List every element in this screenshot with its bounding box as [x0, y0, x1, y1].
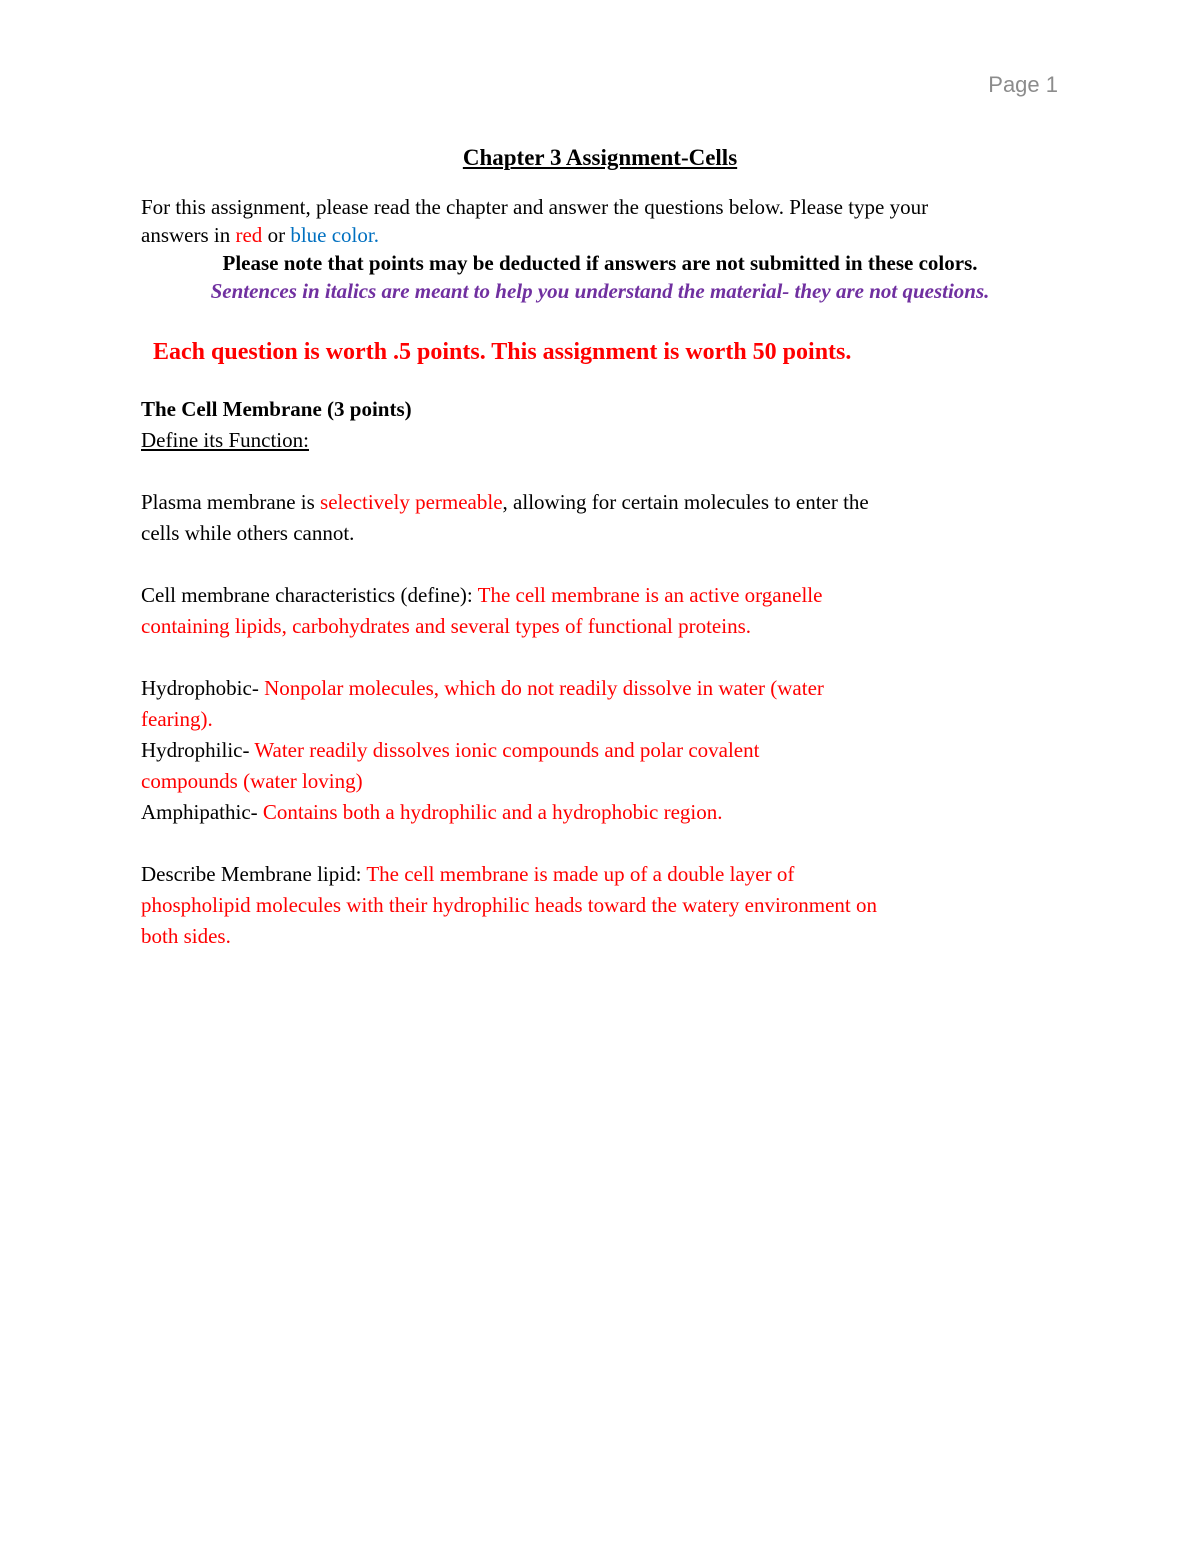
- points-statement: Each question is worth .5 points. This assignment is worth 50 points.: [153, 339, 852, 365]
- characteristics-answer: The cell membrane is an active organelle: [477, 583, 823, 607]
- spacer: [141, 456, 1059, 487]
- or-word: or: [262, 223, 291, 247]
- characteristics-line-2: containing lipids, carbohydrates and several types of functional proteins.: [141, 614, 751, 638]
- hydrophilic-line-1: [141, 735, 1059, 766]
- hydrophobic-label: Hydrophobic-: [141, 676, 265, 700]
- amphipathic-line: [141, 797, 1059, 828]
- plasma-membrane-line-1: [141, 487, 1059, 518]
- amphipathic-answer: Contains both a hydrophilic and a hydrophobic region.: [262, 800, 723, 824]
- page-number: Page 1: [988, 72, 1058, 97]
- plasma-suffix: , allowing for certain molecules to enter the: [502, 490, 869, 514]
- characteristics-line-1: [141, 580, 1059, 611]
- hydrophilic-line-2: compounds (water loving): [141, 769, 363, 793]
- lipid-answer: The cell membrane is made up of a double layer of: [366, 862, 795, 886]
- plasma-prefix: Plasma membrane is: [141, 490, 321, 514]
- hydrophobic-line-1: [141, 673, 1059, 704]
- hydrophilic-label: Hydrophilic-: [141, 738, 255, 762]
- italics-note: Sentences in italics are meant to help you understand the material- they are not questions.: [210, 279, 990, 303]
- lipid-label: Describe Membrane lipid:: [141, 862, 367, 886]
- hydrophilic-answer: Water readily dissolves ionic compounds and polar covalent: [254, 738, 760, 762]
- document-title: Chapter 3 Assignment-Cells: [462, 145, 738, 170]
- intro-line-2: [141, 221, 1059, 249]
- intro-line-1: For this assignment, please read the chapter and answer the questions below. Please type your: [141, 195, 929, 219]
- spacer: [141, 642, 1059, 673]
- spacer: [141, 549, 1059, 580]
- blue-word: blue color.: [290, 223, 379, 247]
- section-heading: The Cell Membrane (3 points): [141, 397, 412, 421]
- hydrophobic-answer: Nonpolar molecules, which do not readily dissolve in water (water: [264, 676, 824, 700]
- deduction-note: Please note that points may be deducted if answers are not submitted in these colors.: [222, 251, 978, 275]
- document-body: [141, 142, 1059, 952]
- plasma-membrane-line-2: cells while others cannot.: [141, 521, 355, 545]
- intro-prefix: answers in: [141, 223, 236, 247]
- plasma-answer: selectively permeable: [320, 490, 503, 514]
- red-word: red: [235, 223, 263, 247]
- lipid-line-3: both sides.: [141, 924, 231, 948]
- hydrophobic-line-2: fearing).: [141, 707, 213, 731]
- define-function-text: Define its Function:: [141, 428, 309, 452]
- define-function-label: [141, 425, 1059, 456]
- lipid-line-1: [141, 859, 1059, 890]
- spacer: [141, 828, 1059, 859]
- amphipathic-label: Amphipathic-: [141, 800, 263, 824]
- characteristics-label: Cell membrane characteristics (define):: [141, 583, 478, 607]
- lipid-line-2: phospholipid molecules with their hydrophilic heads toward the watery environment on: [141, 893, 878, 917]
